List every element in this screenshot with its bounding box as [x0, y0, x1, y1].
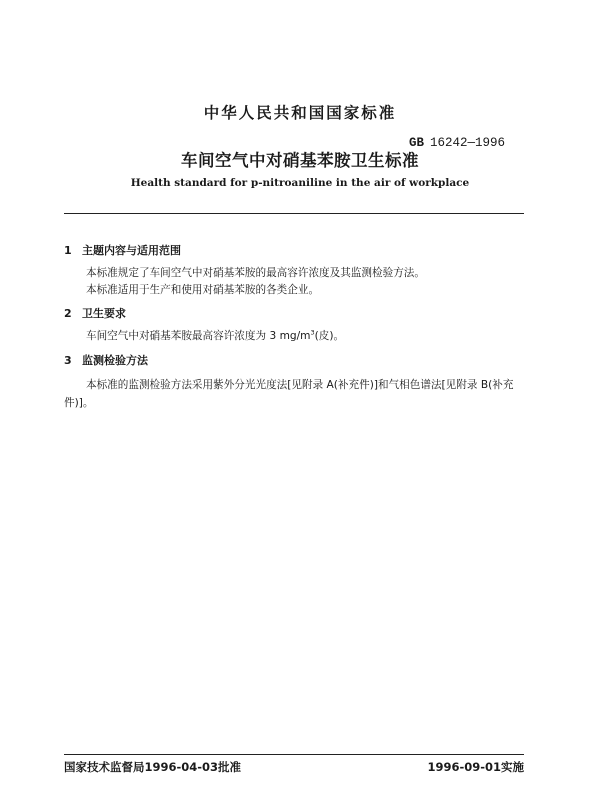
- concentration-note: (皮)。: [314, 330, 345, 342]
- concentration-text: 车间空气中对硝基苯胺最高容许浓度为 3 mg/m: [86, 330, 311, 342]
- approval-note: 国家技术监督局1996-04-03批准: [64, 760, 242, 774]
- section-3-paragraph-line-2: 件)]。: [64, 397, 94, 409]
- section-number: 3: [64, 354, 72, 367]
- section-1-heading: [64, 242, 181, 258]
- section-title: 主题内容与适用范围: [82, 244, 181, 257]
- national-standard-heading: 中华人民共和国国家标准: [203, 104, 397, 122]
- section-3-paragraph-line-1: 本标准的监测检验方法采用紫外分光光度法[见附录 A(补充件)]和气相色谱法[见附录 B(补充: [86, 379, 514, 391]
- section-title: 监测检验方法: [82, 354, 148, 367]
- document-title-cn: 车间空气中对硝基苯胺卫生标准: [181, 151, 419, 170]
- implementation-date: 1996-09-01实施: [427, 760, 524, 774]
- footer-divider: [64, 754, 524, 755]
- document-title-en: Health standard for p-nitroaniline in the air of workplace: [130, 177, 470, 189]
- section-number: 1: [64, 244, 72, 257]
- section-title: 卫生要求: [82, 307, 126, 320]
- section-1-paragraph-1: 本标准规定了车间空气中对硝基苯胺的最高容许浓度及其监测检验方法。: [86, 267, 425, 279]
- standard-code: 16242—1996: [430, 136, 506, 150]
- unit-exponent: 3: [310, 328, 315, 337]
- header-divider: [64, 213, 524, 214]
- section-3-heading: [64, 352, 148, 368]
- standard-prefix: GB: [409, 136, 425, 150]
- section-2-heading: [64, 305, 126, 321]
- section-2-paragraph: [86, 328, 344, 343]
- section-number: 2: [64, 307, 72, 320]
- section-1-paragraph-2: 本标准适用于生产和使用对硝基苯胺的各类企业。: [86, 284, 320, 296]
